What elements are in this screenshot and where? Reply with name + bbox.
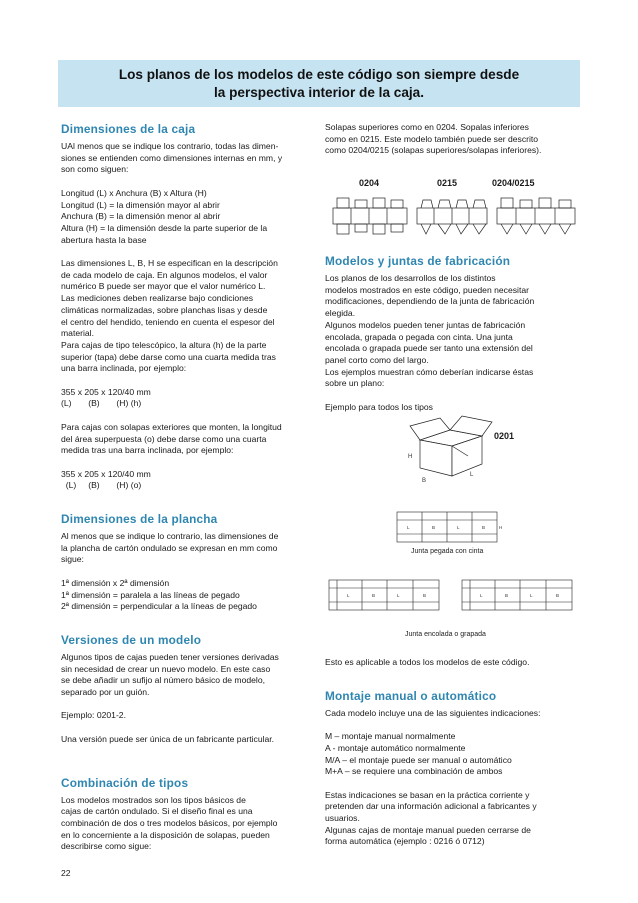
para: Los planos de los desarrollos de los distintos modelos mostrados en este código, pueden necesitar modificaciones, dependiendo de la junta de fabricación elegida. Algunos modelos pueden tener juntas de fabricación encolada, grapada o pegada con cinta. Una junta encolada o grapada puede ser tanto una extensión del panel corto como del largo. Los ejemplos muestran cómo deberían indicarse éstas sobre un plano: [325,273,535,389]
list: M – montaje manual normalmente A - montaje automático normalmente M/A – el montaje puede ser manual o automático M+A – se requiere una combinación de ambos [325,731,512,777]
para: Una versión puede ser única de un fabricante particular. [61,733,275,744]
section-title-dimensiones-caja: Dimensiones de la caja [61,122,196,136]
section-title-versiones: Versiones de un modelo [61,632,202,647]
section-title-dimensiones-plancha: Dimensiones de la plancha [61,512,218,527]
svg-text:B: B [423,593,427,598]
example: 355 x 205 x 120/40 mm (L) (B) (H) (o) [61,468,151,491]
svg-text:L: L [480,593,483,598]
banner-line-1: Los planos de los modelos de este código son siempre desde [118,67,520,82]
svg-text:B: B [432,525,436,530]
svg-text:L: L [397,593,400,598]
code-0204-0215: 0204/0215 [492,178,535,188]
svg-text:L: L [530,593,533,598]
para: Las dimensiones L, B, H se especifican en la descripción de cada modelo de caja. En algunos modelos, el valor numérico B puede ser mayor que el valor numérico L. Las mediciones deben realizarse bajo condiciones climáticas normalizadas, sobre planchas lisas y desde el centro del hendido, teniendo en cuenta el espesor del material. Para cajas de tipo telescópico, la altura (h) de la parte superior (tapa) debe darse como una cuarta medida tras una barra inclinada, por ejemplo: [61,258,278,374]
left-column [61,122,316,853]
box-label-b: B [422,478,427,484]
page-number: 22 [61,868,71,878]
box-label-h: H [408,454,413,460]
example: 355 x 205 x 120/40 mm (L) (B) (H) (h) [61,386,151,409]
para: Cada modelo incluye una de las siguientes indicaciones: [325,707,541,718]
para: Ejemplo: 0201-2. [61,710,126,721]
para: Para cajas con solapas exteriores que monten, la longitud del área superpuesta (o) debe darse como una cuarta medida tras una barra inclinada, por ejemplo: [61,421,282,456]
para: Solapas superiores como en 0204. Sopalas inferiores como en 0215. Este modelo también puede ser descrito como 0204/0215 (solapas superiores/solapas inferiores). [325,122,542,156]
para: 1ª dimensión x 2ª dimensión 1ª dimensión = paralela a las líneas de pegado 2ª dimensión = perpendicular a la líneas de pegado [61,577,257,612]
right-column-lower [325,657,579,848]
box-code-0201: 0201 [494,431,515,441]
code-0204: 0204 [359,178,380,188]
svg-text:B: B [556,593,560,598]
flat-layout-diagrams [331,196,579,238]
para: Esto es aplicable a todos los modelos de este código. [325,657,530,667]
box-label-l: L [470,472,474,478]
banner-line-2: la perspectiva interior de la caja. [213,85,425,100]
svg-text:B: B [482,525,486,530]
caption-taped-joint: Junta pegada con cinta [411,548,484,555]
para: Al menos que se indique lo contrario, las dimensiones de la plancha de cartón ondulado se expresan en mm como sigue: [61,531,279,565]
right-column-section-modelos [325,254,579,413]
box-3d-diagram [410,412,500,484]
svg-text:B: B [372,593,376,598]
section-title-montaje: Montaje manual o automático [325,688,497,703]
svg-text:L: L [347,593,350,598]
code-0215: 0215 [437,178,458,188]
section-title-modelos-juntas: Modelos y juntas de fabricación [325,254,511,268]
para: Los modelos mostrados son los tipos básicos de cajas de cartón ondulado. Si el diseño final es una combinación de dos o tres modelos básicos, por ejemplo en lo concerniente a la disposición de solapas, pueden describirse como sigue: [61,794,278,852]
para: Algunos tipos de cajas pueden tener versiones derivadas sin necesidad de crear un nuevo modelo. En este caso se debe añadir un sufijo al número básico de modelo, separado por un guión. [61,651,279,698]
para: Longitud (L) x Anchura (B) x Altura (H) Longitud (L) = la dimensión mayor al abrir Anchura (B) = la dimensión menor al abrir Altura (H) = la dimensión desde la parte superior de la abertura hasta la base [61,187,268,245]
header-banner [58,60,580,107]
svg-text:H: H [499,525,503,530]
para: Ejemplo para todos los tipos [325,401,433,412]
svg-text:L: L [457,525,460,530]
section-title-combinacion: Combinación de tipos [61,775,189,790]
caption-glued-joint: Junta encolada o grapada [405,631,486,638]
svg-text:L: L [407,525,410,530]
para: UAl menos que se indique los contrario, todas las dimen- siones se entienden como dimensiones internas en mm, y son como siguen: [61,141,283,175]
right-column [325,122,579,157]
svg-text:B: B [505,593,509,598]
para: Estas indicaciones se basan en la práctica corriente y pretenden dar una información adicional a fabricantes y usuarios. Algunas cajas de montaje manual pueden cerrarse de forma automática (ejemplo : 0216 ó 0712) [325,789,537,847]
taped-joint-plan [395,510,505,544]
glued-joint-plans [327,578,573,616]
